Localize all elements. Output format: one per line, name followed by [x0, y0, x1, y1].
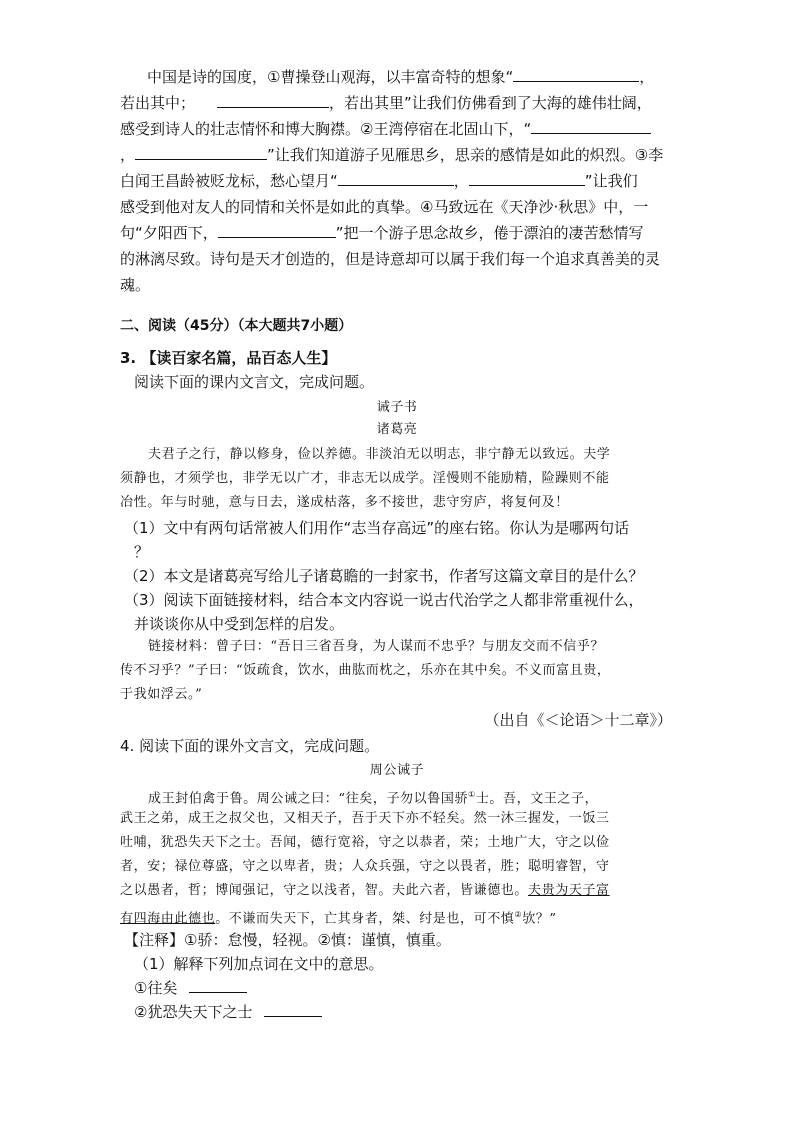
text: 句“夕阳西下，	[120, 224, 218, 242]
classical-text-line: 者，安；禄位尊盛，守之以卑者，贵；人众兵强，守之以畏者，胜；聪明睿智，守	[120, 859, 610, 874]
underlined-sentence: 夫贵为天子富	[528, 883, 610, 898]
answer-blank[interactable]	[189, 978, 247, 993]
text: 感受到诗人的壮志情怀和博大胸襟。②王湾停宿在北固山下，“	[120, 120, 532, 138]
answer-blank[interactable]	[469, 171, 585, 186]
question-title: 4. 阅读下面的课外文言文，完成问题。	[120, 737, 380, 755]
paragraph-line: 的淋漓尽致。诗句是天才创造的，但是诗意却可以属于我们每一个追求真善美的灵	[120, 250, 661, 268]
text: 成王封伯禽于鲁。周公诫之曰：“往矣，子勿以鲁国骄	[148, 791, 469, 807]
text: ，	[453, 172, 469, 190]
classical-text-line: 武王之弟，成王之叔父也，又相天子，吾于天下亦不轻矣。然一沐三握发，一饭三	[120, 811, 610, 826]
annotation-note: 【注释】①骄：怠慢，轻视。②慎：谨慎，慎重。	[124, 931, 451, 949]
text-title: 周公诫子	[369, 763, 425, 778]
answer-blank[interactable]	[338, 171, 454, 186]
text: 若出其中；	[120, 94, 196, 112]
classical-text-line: 须静也，才须学也，非学无以广才，非志无以成学。淫慢则不能励精，险躁则不能	[120, 471, 610, 486]
sub-question-item	[134, 978, 247, 998]
sub-question-item	[134, 1002, 322, 1022]
text: 白闻王昌龄被贬龙标，愁心望月“	[120, 172, 338, 190]
link-material-line: 链接材料：曾子曰：“吾日三省吾身，为人谋而不忠乎？与朋友交而不信乎？	[148, 639, 605, 654]
classical-text-line: 吐哺，犹恐失天下之士。吾闻，德行宽裕，守之以恭者，荣；土地广大，守之以俭	[120, 835, 610, 850]
text: ，若出其里”让我们仿佛看到了大海的雄伟壮阔，	[329, 94, 652, 112]
footnote-marker: ①	[468, 790, 476, 799]
sub-question: 并谈谈你从中受到怎样的启发。	[134, 615, 345, 633]
text: ”让我们	[584, 172, 638, 190]
text: 之以愚者，哲；博闻强记，守之以浅者，智。夫此六者，皆谦德也。	[120, 883, 529, 898]
footnote-marker: ②	[514, 910, 523, 919]
text: ，	[120, 146, 136, 164]
question-title: 3. 【读百家名篇，品百态人生】	[120, 349, 337, 367]
text-title: 诫子书	[376, 400, 418, 415]
underlined-sentence: 有四海由此德也	[120, 911, 216, 927]
sub-question: （1）解释下列加点词在文中的意思。	[134, 955, 384, 973]
text-author: 诸葛亮	[376, 422, 418, 437]
text: ”让我们知道游子见雁思乡，思亲的感情是如此的炽烈。③李	[267, 146, 664, 164]
answer-blank[interactable]	[217, 93, 329, 108]
paragraph-line	[120, 223, 644, 243]
answer-blank[interactable]	[135, 145, 267, 160]
classical-text-line	[120, 906, 557, 928]
paragraph-line	[120, 171, 638, 191]
paragraph-line: 感受到他对友人的同情和关怀是如此的真挚。④马致远在《天净沙·秋思》中，一	[120, 198, 649, 216]
text: 欤？”	[522, 911, 557, 927]
sub-question: （2）本文是诸葛亮写给儿子诸葛瞻的一封家书，作者写这篇文章目的是什么？	[124, 567, 644, 585]
paragraph-line	[147, 67, 654, 87]
text: 中国是诗的国度，①曹操登山观海，以丰富奇特的想象“	[147, 68, 514, 86]
sub-question: （3）阅读下面链接材料，结合本文内容说一说古代治学之人都非常重视什么，	[124, 591, 644, 609]
text: ①往矣	[134, 979, 178, 997]
classical-text-line: 冶性。年与时驰，意与日去，遂成枯落，多不接世，悲守穷庐，将复何及！	[120, 495, 569, 510]
answer-blank[interactable]	[264, 1002, 322, 1017]
classical-text-line	[120, 882, 610, 900]
link-material-line: 传不习乎？”子曰：“饭疏食，饮水，曲肱而枕之，乐亦在其中矣。不义而富且贵，	[120, 663, 611, 678]
answer-blank[interactable]	[513, 67, 639, 82]
section-heading: 二、阅读（45分）（本大题共7小题）	[120, 318, 353, 334]
text: 。不谦而失天下，亡其身者，桀、纣是也，可不慎	[215, 911, 515, 927]
source-citation: （出自《＜论语＞十二章》）	[484, 711, 672, 729]
answer-blank[interactable]	[531, 119, 651, 134]
text: ”把一个游子思念故乡，倦于漂泊的凄苦愁情写	[335, 224, 644, 242]
paragraph-line: 魂。	[120, 276, 151, 294]
sub-question: ？	[134, 543, 150, 561]
link-material-line: 于我如浮云。”	[120, 687, 203, 702]
question-intro: 阅读下面的课内文言文，完成问题。	[134, 373, 375, 391]
paragraph-line	[120, 93, 652, 113]
text: ，	[639, 68, 655, 86]
text: 士。吾，文王之子，	[475, 791, 599, 807]
classical-text-line	[148, 786, 598, 808]
paragraph-line	[120, 145, 663, 165]
paragraph-line	[120, 119, 651, 139]
sub-question: （1）文中有两句话常被人们用作“志当存高远”的座右铭。你认为是哪两句话	[124, 519, 630, 537]
answer-blank[interactable]	[218, 223, 336, 238]
text: ②犹恐失天下之士	[134, 1003, 253, 1021]
classical-text-line: 夫君子之行，静以修身，俭以养德。非淡泊无以明志，非宁静无以致远。夫学	[148, 447, 611, 462]
